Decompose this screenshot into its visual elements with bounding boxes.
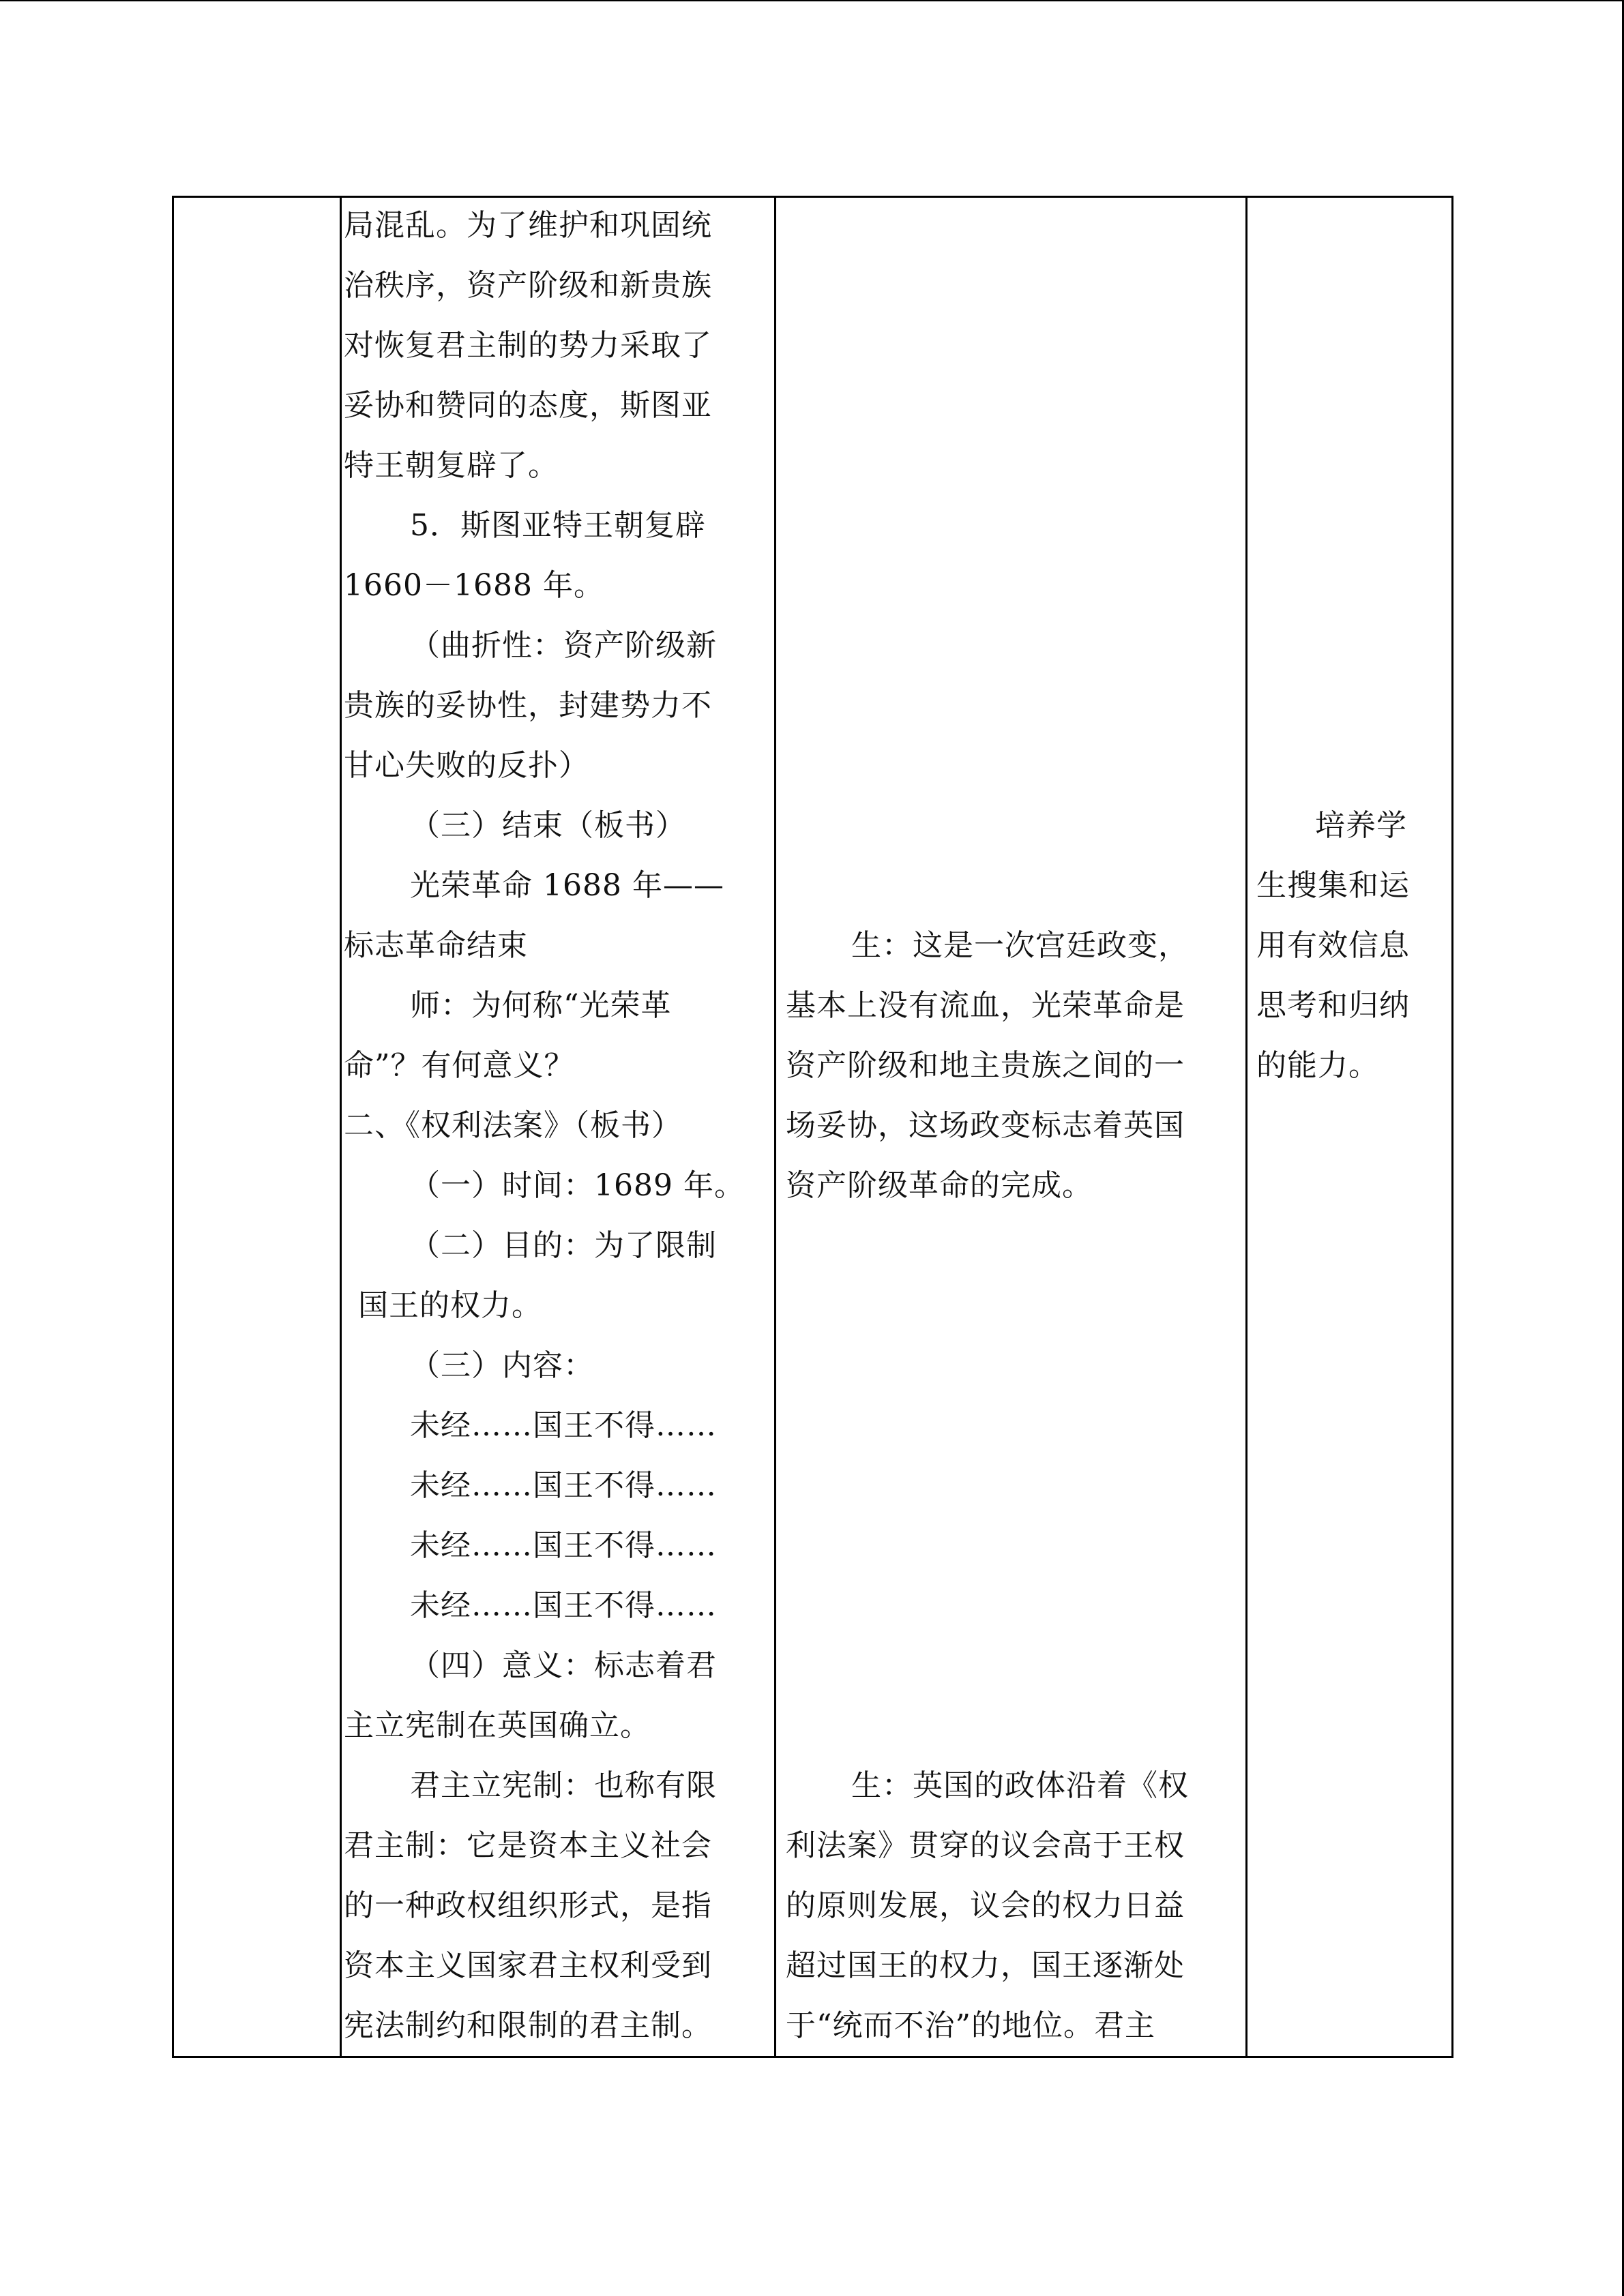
text-line: 利法案》贯穿的议会高于王权 [786,1828,1185,1863]
text-line: 标志革命结束 [344,928,528,963]
text-line: （四）意义：标志着君 [410,1648,717,1683]
text-line: 生：这是一次宫廷政变， [851,928,1189,963]
text-line: 基本上没有流血，光荣革命是 [786,988,1185,1023]
text-line: 思考和归纳 [1256,988,1410,1023]
text-line: 生：英国的政体沿着《权 [851,1768,1189,1803]
text-line: 局混乱。为了维护和巩固统 [344,208,712,243]
text-line: 贵族的妥协性，封建势力不 [344,688,712,723]
section-heading: 二、《权利法案》（板书） [344,1108,682,1143]
text-line: 治秩序，资产阶级和新贵族 [344,268,712,303]
text-line: 于“统而不治”的地位。君主 [786,2008,1155,2043]
student-activity-cell [776,196,1245,2058]
text-line: 未经……国王不得…… [410,1408,717,1443]
text-line: 师：为何称“光荣革 [410,988,672,1023]
text-line: 5．斯图亚特王朝复辟 [410,508,706,543]
page-top-border [0,0,1624,1]
text-line: 生搜集和运 [1256,868,1410,903]
text-line: 特王朝复辟了。 [344,448,559,483]
text-line: 君主制：它是资本主义社会 [344,1828,712,1863]
text-line: 超过国王的权力，国王逐渐处 [786,1948,1185,1983]
text-line: 用有效信息 [1256,928,1410,963]
text-line: 命”？有何意义？ [344,1048,575,1083]
text-line: 宪法制约和限制的君主制。 [344,2008,712,2043]
text-line: 资产阶级和地主贵族之间的一 [786,1048,1185,1083]
text-line: 光荣革命 1688 年—— [410,868,724,903]
text-line: （曲折性：资产阶级新 [410,628,717,663]
text-line: （三）内容： [410,1348,594,1383]
text-line: 未经……国王不得…… [410,1588,717,1623]
text-line: 培养学 [1315,808,1407,843]
text-line: 未经……国王不得…… [410,1468,717,1503]
lesson-plan-table [172,196,1453,2058]
text-line: 的原则发展，议会的权力日益 [786,1888,1185,1923]
text-line: 1660－1688 年。 [344,568,604,603]
text-line: 国王的权力。 [358,1288,542,1323]
text-line: 主立宪制在英国确立。 [344,1708,651,1743]
text-line: 甘心失败的反扑） [344,748,589,783]
text-line: 场妥协，这场政变标志着英国 [786,1108,1185,1143]
teacher-activity-cell [342,196,774,2058]
text-line: 资本主义国家君主权利受到 [344,1948,712,1983]
column-1-cell [174,196,340,2058]
text-line: 未经……国王不得…… [410,1528,717,1563]
text-line: 对恢复君主制的势力采取了 [344,328,712,363]
text-line: （二）目的：为了限制 [410,1228,717,1263]
text-line: （一）时间：1689 年。 [410,1168,745,1203]
text-line: （三）结束（板书） [410,808,686,843]
text-line: 的能力。 [1256,1048,1379,1083]
design-intent-cell [1247,196,1451,2058]
table-right-border [1451,196,1453,2058]
text-line: 的一种政权组织形式，是指 [344,1888,712,1923]
text-line: 妥协和赞同的态度，斯图亚 [344,388,712,423]
text-line: 君主立宪制：也称有限 [410,1768,717,1803]
text-line: 资产阶级革命的完成。 [786,1168,1093,1203]
